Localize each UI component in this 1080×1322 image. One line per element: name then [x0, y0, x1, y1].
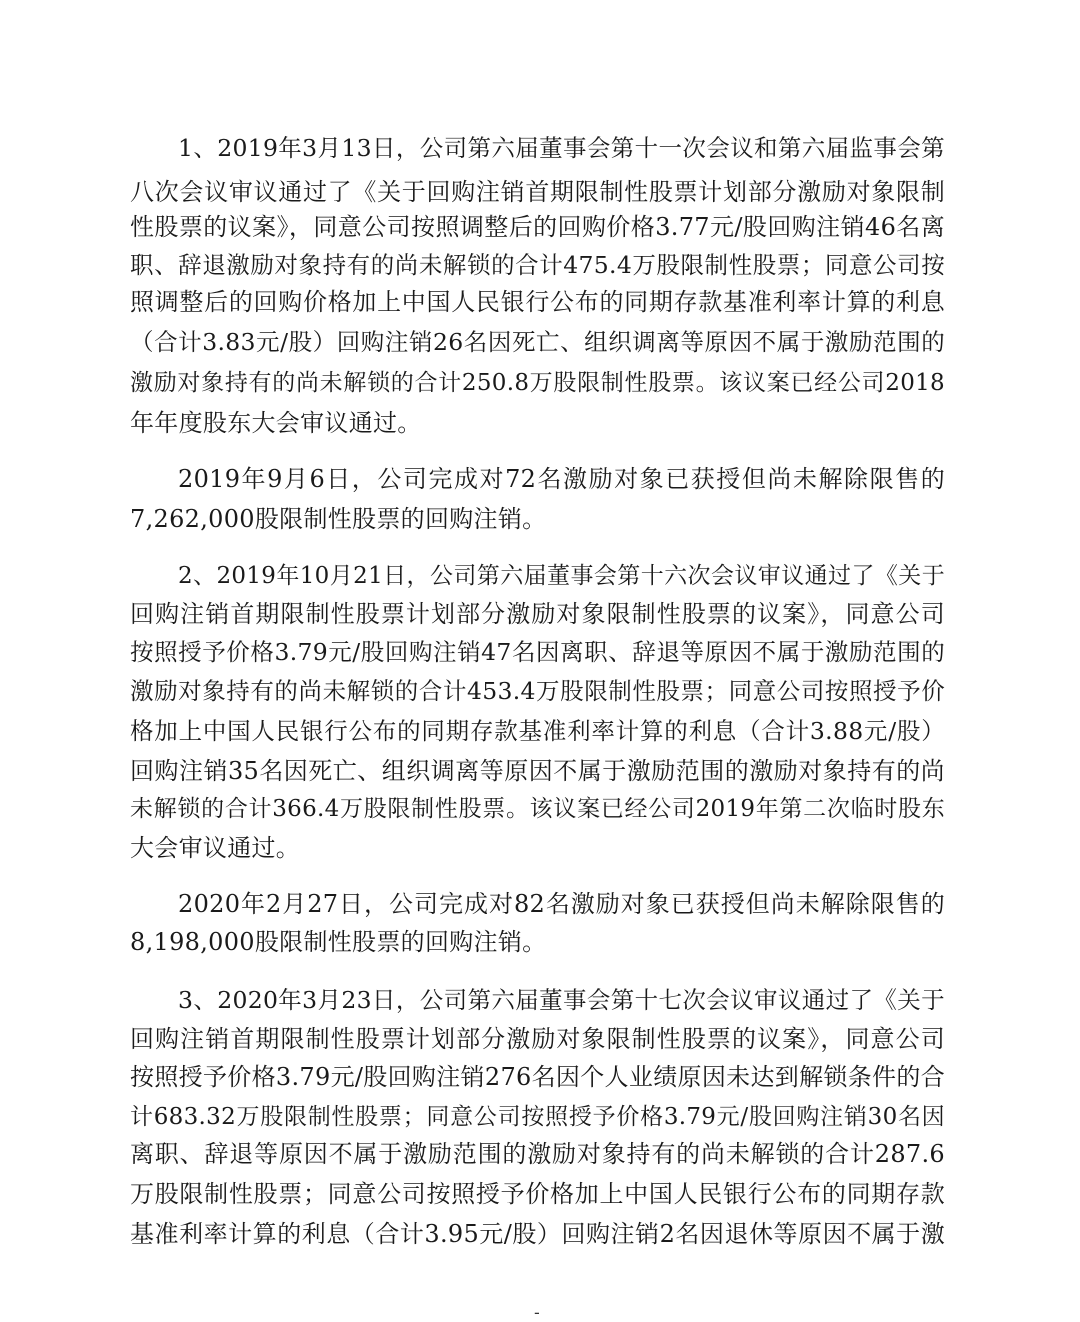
page-number-mark: -	[534, 1303, 540, 1322]
text-line: 按照授予价格3.79元/股回购注销47名因离职、辞退等原因不属于激励范围的	[130, 638, 945, 666]
text-line: 激励对象持有的尚未解锁的合计250.8万股限制性股票。该议案已经公司2018	[130, 370, 945, 396]
text-line: 激励对象持有的尚未解锁的合计453.4万股限制性股票；同意公司按照授予价	[130, 677, 945, 705]
text-line: 回购注销35名因死亡、组织调离等原因不属于激励范围的激励对象持有的尚	[130, 757, 945, 785]
text-line: 2020年2月27日，公司完成对82名激励对象已获授但尚未解除限售的	[178, 890, 945, 918]
text-line: 万股限制性股票；同意公司按照授予价格加上中国人民银行公布的同期存款	[130, 1180, 945, 1208]
text-line: 回购注销首期限制性股票计划部分激励对象限制性股票的议案》，同意公司	[130, 600, 945, 628]
text-line: 离职、辞退等原因不属于激励范围的激励对象持有的尚未解锁的合计287.6	[130, 1140, 945, 1168]
text-line: 1、2019年3月13日，公司第六届董事会第十一次会议和第六届监事会第	[178, 134, 945, 162]
text-line: （合计3.83元/股）回购注销26名因死亡、组织调离等原因不属于激励范围的	[130, 328, 945, 356]
text-line: 性股票的议案》，同意公司按照调整后的回购价格3.77元/股回购注销46名离	[130, 213, 945, 241]
text-line: 照调整后的回购价格加上中国人民银行公布的同期存款基准利率计算的利息	[130, 288, 945, 316]
text-line: 大会审议通过。	[130, 834, 301, 862]
text-line: 基准利率计算的利息（合计3.95元/股）回购注销2名因退休等原因不属于激	[130, 1220, 945, 1248]
text-line: 格加上中国人民银行公布的同期存款基准利率计算的利息（合计3.88元/股）	[130, 717, 945, 745]
text-line: 2019年9月6日，公司完成对72名激励对象已获授但尚未解除限售的	[178, 465, 945, 493]
text-line: 计683.32万股限制性股票；同意公司按照授予价格3.79元/股回购注销30名因	[130, 1104, 945, 1130]
text-line: 2、2019年10月21日，公司第六届董事会第十六次会议审议通过了《关于	[178, 563, 945, 589]
text-line: 八次会议审议通过了《关于回购注销首期限制性股票计划部分激励对象限制	[130, 178, 945, 206]
text-line: 按照授予价格3.79元/股回购注销276名因个人业绩原因未达到解锁条件的合	[130, 1063, 945, 1091]
text-line: 年年度股东大会审议通过。	[130, 409, 422, 437]
text-line: 7,262,000股限制性股票的回购注销。	[130, 505, 547, 533]
text-line: 回购注销首期限制性股票计划部分激励对象限制性股票的议案》，同意公司	[130, 1025, 945, 1053]
text-line: 8,198,000股限制性股票的回购注销。	[130, 928, 547, 956]
text-line: 未解锁的合计366.4万股限制性股票。该议案已经公司2019年第二次临时股东	[130, 796, 945, 822]
text-line: 3、2020年3月23日，公司第六届董事会第十七次会议审议通过了《关于	[178, 986, 945, 1014]
text-line: 职、辞退激励对象持有的尚未解锁的合计475.4万股限制性股票；同意公司按	[130, 251, 945, 279]
